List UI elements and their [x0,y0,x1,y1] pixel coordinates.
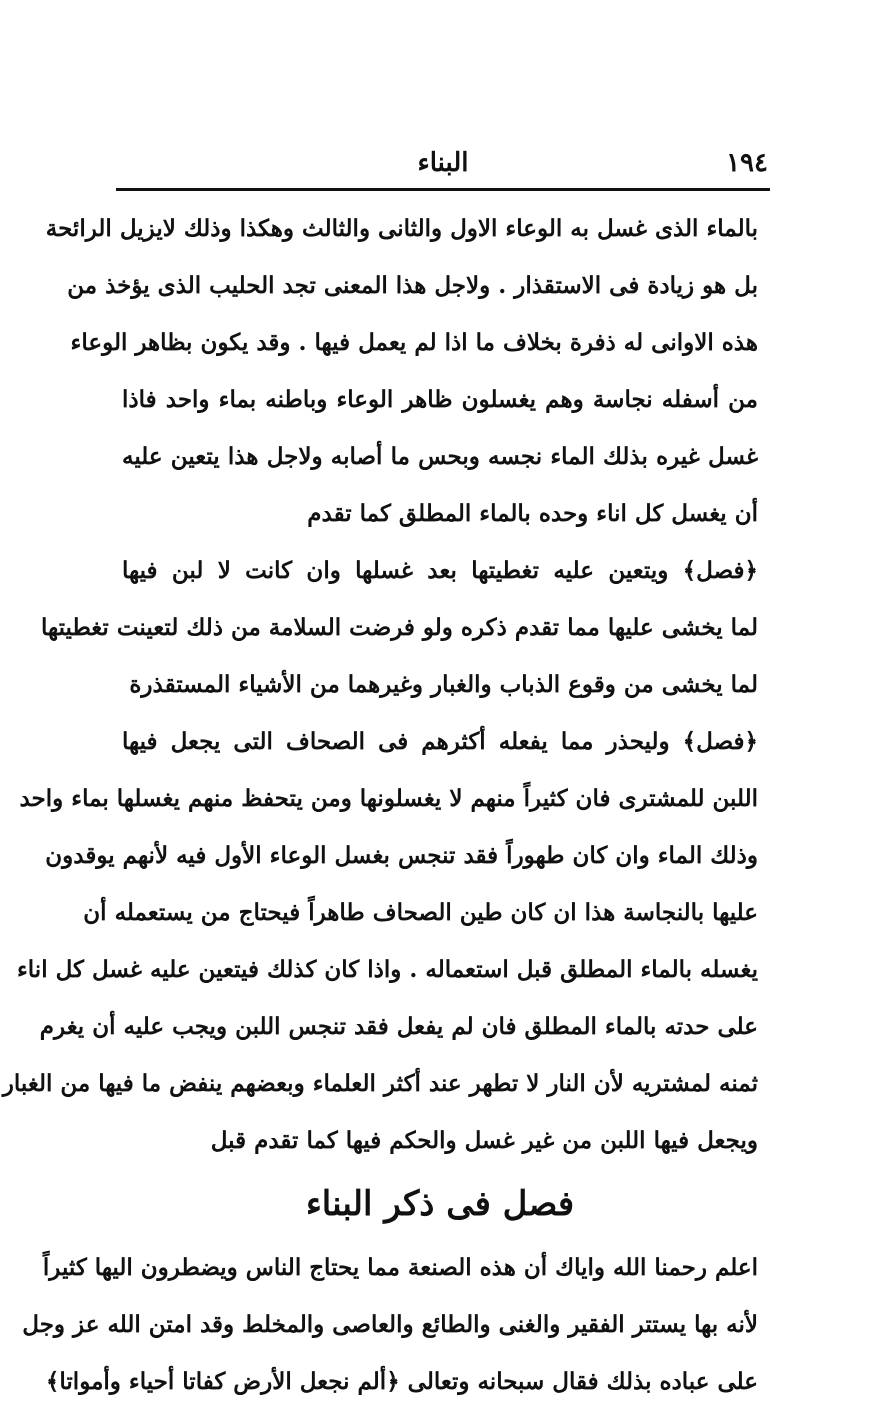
text-line: على عباده بذلك فقال سبحانه وتعالى ﴿ألم نجعل الأرض كفاتا أحياء وأمواتا﴾ [45,1368,758,1395]
page-header [118,142,768,184]
section-heading: فصل فى ذكر البناء [305,1184,575,1224]
paragraph-2 [40,542,758,713]
text-line: ﴿فصل﴾ وليحذر مما يفعله أكثرهم فى الصحاف التى يجعل فيها [122,728,758,755]
paragraph-4 [22,1239,758,1410]
text-line: ﴿فصل﴾ ويتعين عليه تغطيتها بعد غسلها وان كانت لا لبن فيها [122,557,758,584]
text-line: على حدته بالماء المطلق فان لم يفعل فقد تنجس اللبن ويجب عليه أن يغرم [39,1013,758,1040]
body-text [2,200,758,1410]
text-line: اللبن للمشترى فان كثيراً منهم لا يغسلونها ومن يتحفظ منهم يغسلها بماء واحد [19,785,758,812]
text-line: اعلم رحمنا الله واياك أن هذه الصنعة مما يحتاج الناس ويضطرون اليها كثيراً [42,1254,758,1281]
text-line: ثمنه لمشتريه لأن النار لا تطهر عند أكثر العلماء وبعضهم ينفض ما فيها من الغبار [2,1070,758,1097]
text-line: هذه الاوانى له ذفرة بخلاف ما اذا لم يعمل فيها . وقد يكون بظاهر الوعاء [70,329,758,356]
header-rule [116,188,770,191]
paragraph-3 [2,713,758,1169]
text-line: غسل غيره بذلك الماء نجسه وبحس ما أصابه ولاجل هذا يتعين عليه [122,443,758,470]
text-line: لما يخشى عليها مما تقدم ذكره ولو فرضت السلامة من ذلك لتعينت تغطيتها [40,614,758,641]
text-line: وذلك الماء وان كان طهوراً فقد تنجس بغسل الوعاء الأول فيه لأنهم يوقدون [45,842,758,869]
text-line: لأنه بها يستتر الفقير والغنى والطائع والعاصى والمخلط وقد امتن الله عز وجل [22,1311,758,1338]
text-line: أن يغسل كل اناء وحده بالماء المطلق كما تقدم [307,500,758,527]
text-line: من أسفله نجاسة وهم يغسلون ظاهر الوعاء وباطنه بماء واحد فاذا [122,386,758,413]
text-line: عليها بالنجاسة هذا ان كان طين الصحاف طاهراً فيحتاج من يستعمله أن [83,899,758,926]
text-line: لما يخشى من وقوع الذباب والغبار وغيرهما من الأشياء المستقذرة [129,671,758,698]
text-line: يغسله بالماء المطلق قبل استعماله . واذا كان كذلك فيتعين عليه غسل كل اناء [16,956,758,983]
text-line: ويجعل فيها اللبن من غير غسل والحكم فيها كما تقدم قبل [210,1127,758,1154]
running-title: البناء [417,148,469,178]
text-line: بل هو زيادة فى الاستقذار . ولاجل هذا المعنى تجد الحليب الذى يؤخذ من [67,272,758,299]
text-line: بالماء الذى غسل به الوعاء الاول والثانى والثالث وهكذا وذلك لايزيل الرائحة [45,215,758,242]
page-number: ١٩٤ [726,148,768,178]
paragraph-1 [45,200,758,542]
